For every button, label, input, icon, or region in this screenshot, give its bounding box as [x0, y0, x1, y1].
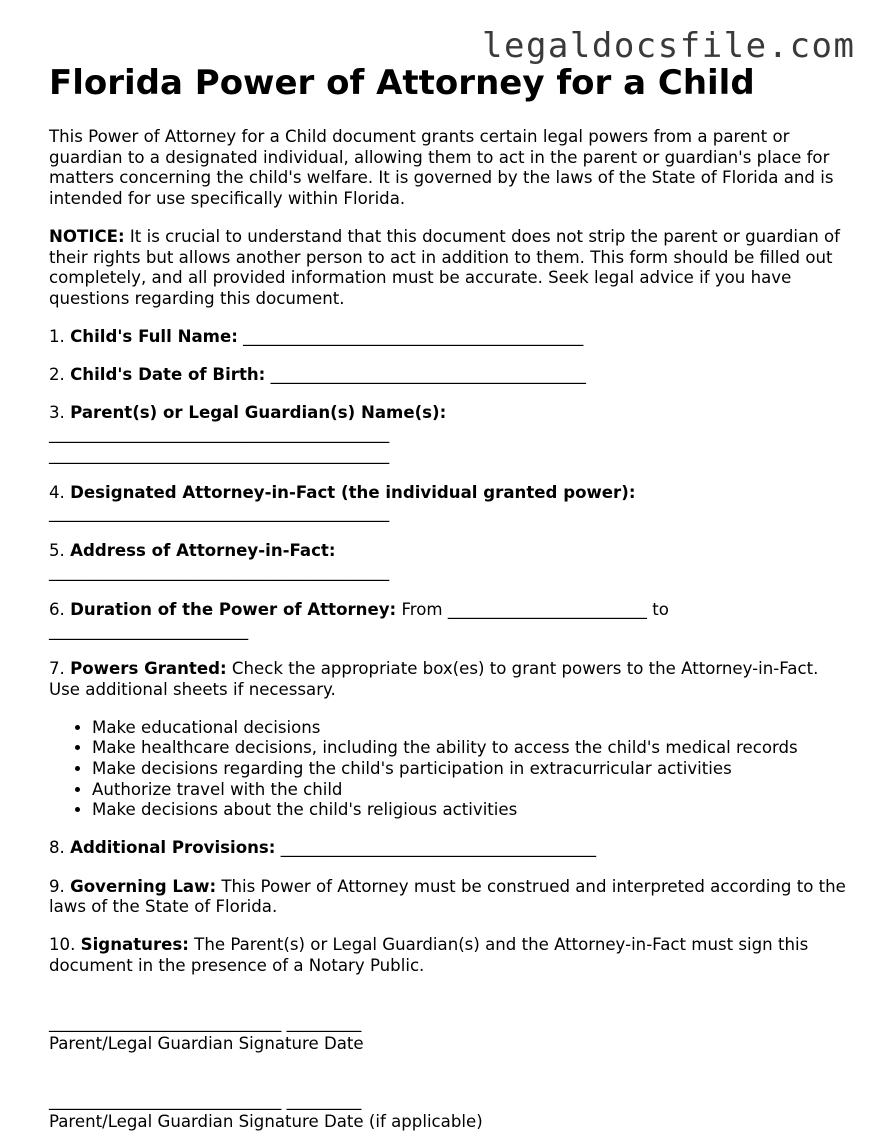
child-name-field[interactable]: _________________________________________: [237, 326, 584, 346]
document: [49, 60, 849, 1133]
notice-text: It is crucial to understand that this document does not strip the parent or guardian of their rights but allows another person to act in addition to them. This form should be filled out completely, and all provided information must be accurate. Seek legal advice if you have questions regarding this document.: [49, 226, 840, 308]
parents-field-1[interactable]: _________________________________________: [49, 423, 390, 443]
item-label: Child's Full Name:: [70, 326, 238, 346]
notice-paragraph: [49, 227, 849, 309]
power-option-travel[interactable]: • Authorize travel with the child: [92, 780, 849, 801]
item-provisions: [49, 838, 849, 859]
child-dob-field[interactable]: ______________________________________: [265, 365, 586, 385]
watermark: legaldocsfile.com: [482, 26, 856, 66]
provisions-field[interactable]: ______________________________________: [275, 838, 596, 858]
item-number: 9.: [49, 876, 71, 896]
powers-text: Check the appropriate box(es) to grant powers to the Attorney-in-Fact. Use additional sheets if necessary.: [49, 659, 819, 699]
item-child-dob: [49, 365, 849, 386]
item-label: Parent(s) or Legal Guardian(s) Name(s):: [70, 403, 447, 423]
item-number: 8.: [49, 838, 71, 858]
power-option-education[interactable]: • Make educational decisions: [92, 718, 849, 739]
signature-line-2[interactable]: ____________________________ _________: [49, 1091, 362, 1111]
duration-field[interactable]: From ________________________ to ________________________: [49, 600, 669, 640]
powers-list: [49, 718, 849, 821]
address-field[interactable]: _________________________________________: [49, 562, 390, 582]
signature-caption-2: Parent/Legal Guardian Signature Date (if applicable): [49, 1111, 483, 1131]
item-label: Signatures:: [80, 935, 189, 955]
item-number: 1.: [49, 326, 71, 346]
intro-paragraph: This Power of Attorney for a Child document grants certain legal powers from a parent or guardian to a designated individual, allowing them to act in the parent or guardian's place for matters concerning the child's welfare. It is governed by the laws of the State of Florida and is intended for use specifically within Florida.: [49, 127, 834, 208]
item-governing-law: [49, 877, 849, 918]
signature-line-1[interactable]: ____________________________ _________: [49, 1013, 362, 1033]
signatures-text: The Parent(s) or Legal Guardian(s) and the Attorney-in-Fact must sign this document in the presence of a Notary Public.: [49, 935, 809, 975]
parents-field-2[interactable]: _________________________________________: [49, 444, 390, 464]
item-number: 3.: [49, 403, 71, 423]
power-option-religious[interactable]: • Make decisions about the child's religious activities: [92, 800, 849, 821]
item-label: Designated Attorney-in-Fact (the individual granted power):: [70, 482, 636, 502]
item-number: 5.: [49, 541, 71, 561]
item-signatures: [49, 935, 849, 976]
item-label: Child's Date of Birth:: [70, 365, 266, 385]
item-label: Address of Attorney-in-Fact:: [70, 541, 336, 561]
attorney-field[interactable]: _________________________________________: [49, 503, 390, 523]
item-number: 6.: [49, 600, 71, 620]
signature-caption-1: Parent/Legal Guardian Signature Date: [49, 1033, 364, 1053]
item-number: 2.: [49, 365, 71, 385]
item-address: [49, 541, 849, 562]
item-number: 10.: [49, 935, 81, 955]
item-duration: [49, 600, 849, 641]
item-number: 7.: [49, 659, 71, 679]
item-label: Governing Law:: [70, 876, 217, 896]
power-option-healthcare[interactable]: • Make healthcare decisions, including the ability to access the child's medical records: [92, 738, 849, 759]
governing-law-text: This Power of Attorney must be construed and interpreted according to the laws of the State of Florida.: [49, 876, 846, 917]
item-parents: [49, 403, 849, 424]
item-label: Powers Granted:: [70, 659, 227, 679]
item-powers: [49, 659, 849, 700]
item-child-name: [49, 327, 849, 348]
item-label: Duration of the Power of Attorney:: [70, 600, 397, 620]
item-label: Additional Provisions:: [70, 838, 276, 858]
item-attorney: [49, 483, 849, 504]
power-option-extracurricular[interactable]: • Make decisions regarding the child's participation in extracurricular activities: [92, 759, 849, 780]
page-title: Florida Power of Attorney for a Child: [49, 63, 755, 103]
item-number: 4.: [49, 482, 71, 502]
notice-label: NOTICE:: [49, 226, 125, 246]
